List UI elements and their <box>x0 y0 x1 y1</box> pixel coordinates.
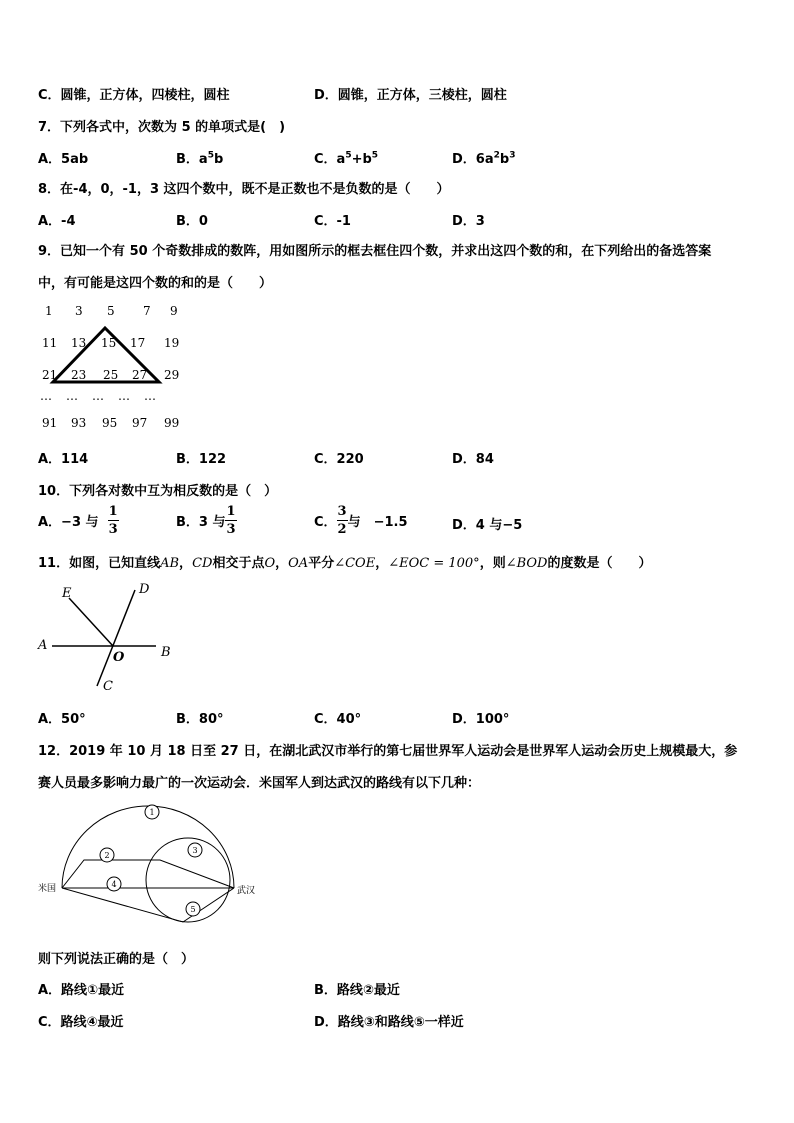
end-label: 武汉 <box>237 886 256 896</box>
q11-stem: 11．如图，已知直线AB，CD相交于点O，OA平分∠COE，∠EOC = 100°，则∠BOD的度数是（ ） <box>38 556 652 571</box>
grid-cell: 25 <box>103 368 119 382</box>
q8-stem: 8．在-4，0，-1，3 这四个数中，既不是正数也不是负数的是（ ） <box>38 182 450 197</box>
grid-ellipsis: … … … … … <box>40 389 158 403</box>
label-a: A <box>38 638 48 653</box>
q9-option-a: A．114 <box>38 452 89 467</box>
grid-cell: 93 <box>71 416 87 430</box>
label-e: E <box>62 586 72 601</box>
q11-option-b: B．80° <box>176 712 224 727</box>
q9-option-b: B．122 <box>176 452 227 467</box>
grid-cell: 3 <box>75 304 83 318</box>
grid-cell: 13 <box>71 336 87 350</box>
grid-cell: 15 <box>101 336 117 350</box>
q9-option-d: D．84 <box>452 452 494 467</box>
label-b: B <box>161 645 171 660</box>
grid-cell: 95 <box>102 416 118 430</box>
q7-option-d: D．$6a^2b^3$ <box>452 150 516 167</box>
grid-cell: 9 <box>170 304 178 318</box>
grid-cell: 23 <box>71 368 87 382</box>
grid-cell: 21 <box>42 368 58 382</box>
q10-option-a: A．−3 与 $\frac{1}{3}$ <box>38 504 118 537</box>
grid-cell: 27 <box>132 368 148 382</box>
q9-stem-line2: 中，有可能是这四个数的和的是（ ） <box>38 276 273 291</box>
q8-option-a: A．-4 <box>38 214 76 229</box>
q12-option-b: B．路线②最近 <box>314 983 400 998</box>
q7-option-a: A．5ab <box>38 152 89 167</box>
q10-option-c: C． $\frac{3}{2}$ 与 −1.5 <box>314 504 408 537</box>
label-o: O <box>113 650 125 665</box>
q11-option-c: C．40° <box>314 712 362 727</box>
q8-option-b: B．0 <box>176 214 208 229</box>
route-2-label: 2 <box>104 851 110 860</box>
q10-option-b: B．3 与 $\frac{1}{3}$ <box>176 504 236 537</box>
route-5-label: 5 <box>190 905 196 914</box>
label-c: C <box>103 679 113 694</box>
grid-cell: 97 <box>132 416 148 430</box>
q9-stem-line1: 9．已知一个有 50 个奇数排成的数阵，用如图所示的框去框住四个数，并求出这四个数的和，在下列给出的备选答案 <box>38 244 712 259</box>
q6-option-c: C．圆锥，正方体，四棱柱，圆柱 <box>38 88 230 103</box>
grid-cell: 17 <box>130 336 146 350</box>
grid-cell: 91 <box>42 416 58 430</box>
q9-option-c: C．220 <box>314 452 364 467</box>
q12-question: 则下列说法正确的是（ ） <box>38 952 195 967</box>
q10-option-d: D．4 与−5 <box>452 518 523 533</box>
q7-stem: 7．下列各式中，次数为 5 的单项式是( ) <box>38 120 286 135</box>
q7-option-b: B．$a^5b$ <box>176 150 224 167</box>
q12-stem-line2: 赛人员最多影响力最广的一次运动会．米国军人到达武汉的路线有以下几种： <box>38 776 481 791</box>
route-4-label: 4 <box>111 880 117 889</box>
q8-option-d: D．3 <box>452 214 485 229</box>
grid-cell: 7 <box>143 304 151 318</box>
grid-cell: 11 <box>42 336 58 350</box>
q12-option-d: D．路线③和路线⑤一样近 <box>314 1015 464 1030</box>
q10-stem: 10．下列各对数中互为相反数的是（ ） <box>38 484 278 499</box>
q11-option-d: D．100° <box>452 712 510 727</box>
route-3-label: 3 <box>192 846 198 855</box>
route-1-label: 1 <box>149 808 155 817</box>
q12-stem-line1: 12．2019 年 10 月 18 日至 27 日，在湖北武汉市举行的第七届世界军人运动会是世界军人运动会历史上规模最大，参 <box>38 744 738 759</box>
q11-option-a: A．50° <box>38 712 86 727</box>
grid-cell: 29 <box>164 368 180 382</box>
grid-cell: 99 <box>164 416 180 430</box>
q7-option-c: C．$a^5+b^5$ <box>314 150 379 167</box>
q8-option-c: C．-1 <box>314 214 351 229</box>
q6-option-d: D．圆锥，正方体，三棱柱，圆柱 <box>314 88 507 103</box>
route-diagram <box>0 0 300 940</box>
grid-cell: 5 <box>107 304 115 318</box>
q12-option-a: A．路线①最近 <box>38 983 125 998</box>
start-label: 米国 <box>38 884 57 894</box>
grid-cell: 19 <box>164 336 180 350</box>
grid-cell: 1 <box>45 304 53 318</box>
q12-option-c: C．路线④最近 <box>38 1015 124 1030</box>
label-d: D <box>139 582 150 597</box>
